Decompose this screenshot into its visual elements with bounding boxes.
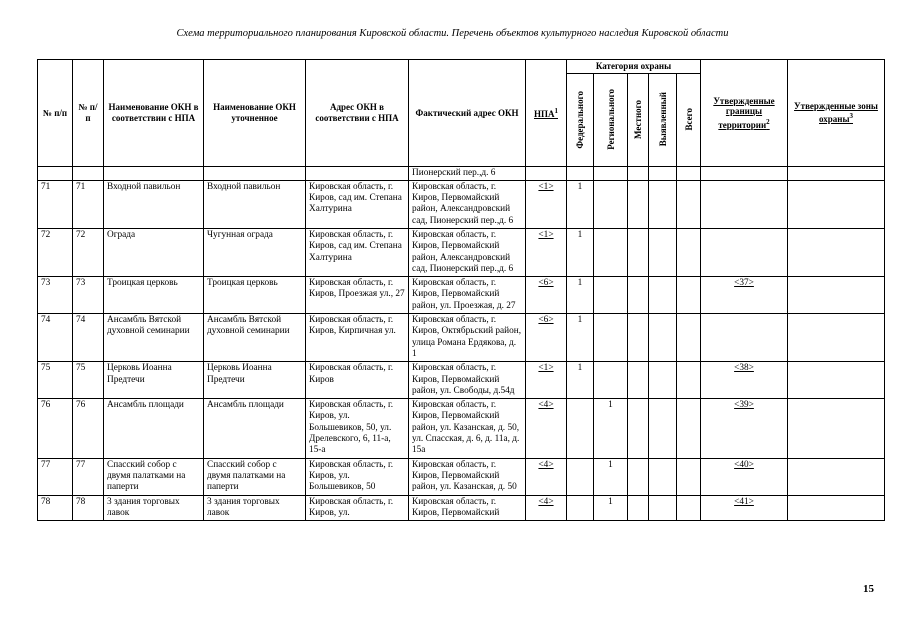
cell-identified <box>649 399 677 458</box>
cell-identified <box>649 314 677 362</box>
cell-name-refined: 3 здания торговых лавок <box>204 495 306 521</box>
table-row <box>38 495 885 521</box>
cell-name: Ансамбль Вятской духовной семинарии <box>104 314 204 362</box>
cell-borders-link[interactable] <box>701 314 788 362</box>
header-address-actual: Фактический адрес ОКН <box>409 60 526 167</box>
cell-federal: 1 <box>567 228 594 276</box>
cell-local <box>628 362 649 399</box>
cell-regional: 1 <box>594 399 628 458</box>
cell-zones-link[interactable] <box>788 277 885 314</box>
cell-zones-link[interactable] <box>788 495 885 521</box>
cell-federal: 1 <box>567 277 594 314</box>
cell-num1: 77 <box>38 458 73 495</box>
cell-local <box>628 495 649 521</box>
cell-num1: 75 <box>38 362 73 399</box>
cell-total <box>677 495 701 521</box>
cell-npa-link[interactable]: <6> <box>526 314 567 362</box>
cell-num1: 74 <box>38 314 73 362</box>
cell-federal <box>567 458 594 495</box>
table-row <box>38 228 885 276</box>
table-row <box>38 277 885 314</box>
cell-federal <box>567 399 594 458</box>
cell-actual-address: Кировская область, г. Киров, Первомайский район, Александровский сад, Пионерский пер.,д. 6 <box>409 180 526 228</box>
cell-actual-address: Пионерский пер.,д. 6 <box>409 166 526 180</box>
cell-name-refined: Спасский собор с двумя палатками на паперти <box>204 458 306 495</box>
cell-num2: 76 <box>73 399 104 458</box>
cell-borders-link[interactable] <box>701 228 788 276</box>
cell-borders-link[interactable]: <41> <box>701 495 788 521</box>
cell-num2: 74 <box>73 314 104 362</box>
cell-federal <box>567 495 594 521</box>
cell-zones-link[interactable] <box>788 458 885 495</box>
cell-federal: 1 <box>567 180 594 228</box>
cell-identified <box>649 180 677 228</box>
cell-identified <box>649 458 677 495</box>
cell-name-refined: Ансамбль площади <box>204 399 306 458</box>
cell-regional: 1 <box>594 458 628 495</box>
cell-npa-link[interactable]: <4> <box>526 458 567 495</box>
cell-local <box>628 399 649 458</box>
cell-name: Ограда <box>104 228 204 276</box>
cell-local <box>628 180 649 228</box>
cell-actual-address: Кировская область, г. Киров, Первомайский район, ул. Проезжая, д. 27 <box>409 277 526 314</box>
cell-local <box>628 228 649 276</box>
cell-identified <box>649 495 677 521</box>
cell-num2: 75 <box>73 362 104 399</box>
cell-num1: 72 <box>38 228 73 276</box>
cell-address: Кировская область, г. Киров, ул. <box>306 495 409 521</box>
header-identified: Выявленный <box>649 73 677 166</box>
header-category: Категория охраны <box>567 60 701 74</box>
cell-zones-link[interactable] <box>788 399 885 458</box>
cell-actual-address: Кировская область, г. Киров, Первомайский район, ул. Казанская, д. 50, ул. Спасская, д. 6, д. 11а, д. 15а <box>409 399 526 458</box>
page-number: 15 <box>863 583 874 595</box>
cell-name: Входной павильон <box>104 180 204 228</box>
cell-address: Кировская область, г. Киров, ул. Большевиков, 50 <box>306 458 409 495</box>
cell-actual-address: Кировская область, г. Киров, Первомайский <box>409 495 526 521</box>
cell-actual-address: Кировская область, г. Киров, Первомайский район, Александровский сад, Пионерский пер.,д. 6 <box>409 228 526 276</box>
cell-name-refined: Троицкая церковь <box>204 277 306 314</box>
cell-total <box>677 458 701 495</box>
cell-borders-link[interactable]: <38> <box>701 362 788 399</box>
cell-zones-link[interactable] <box>788 362 885 399</box>
header-total: Всего <box>677 73 701 166</box>
cell-npa-link[interactable]: <6> <box>526 277 567 314</box>
cell-npa-link[interactable]: <4> <box>526 399 567 458</box>
cell-npa-link[interactable]: <1> <box>526 362 567 399</box>
cell-regional <box>594 314 628 362</box>
cell-num2: 73 <box>73 277 104 314</box>
cell-name-refined: Чугунная ограда <box>204 228 306 276</box>
cell-name: Ансамбль площади <box>104 399 204 458</box>
cell-actual-address: Кировская область, г. Киров, Первомайский район, ул. Свободы, д.54д <box>409 362 526 399</box>
header-address-npa: Адрес ОКН в соответствии с НПА <box>306 60 409 167</box>
cell-address: Кировская область, г. Киров, Проезжая ул., 27 <box>306 277 409 314</box>
cell-actual-address: Кировская область, г. Киров, Первомайский район, ул. Казанская, д. 50 <box>409 458 526 495</box>
document-title: Схема территориального планирования Кировской области. Перечень объектов культурного наследия Кировской области <box>176 28 729 39</box>
cell-regional: 1 <box>594 495 628 521</box>
header-npa: НПА$^1$ <box>526 60 567 167</box>
table-row <box>38 362 885 399</box>
header-approved-borders: Утвержденные границы территории$^2$ <box>701 60 788 167</box>
cell-num2: 71 <box>73 180 104 228</box>
cell-borders-link[interactable]: <40> <box>701 458 788 495</box>
table-row <box>38 458 885 495</box>
cell-address: Кировская область, г. Киров, сад им. Степана Халтурина <box>306 228 409 276</box>
cell-borders-link[interactable] <box>701 180 788 228</box>
cell-zones-link[interactable] <box>788 180 885 228</box>
cell-local <box>628 458 649 495</box>
cell-num1: 76 <box>38 399 73 458</box>
table-row-continuation <box>38 166 885 180</box>
table-row <box>38 180 885 228</box>
header-approved-zones: Утвержденные зоны охраны$^3$ <box>788 60 885 167</box>
cell-num1: 73 <box>38 277 73 314</box>
cell-num2: 77 <box>73 458 104 495</box>
cell-address: Кировская область, г. Киров <box>306 362 409 399</box>
cell-name: Церковь Иоанна Предтечи <box>104 362 204 399</box>
table-row <box>38 314 885 362</box>
cell-regional <box>594 277 628 314</box>
cell-borders-link[interactable]: <37> <box>701 277 788 314</box>
cell-local <box>628 314 649 362</box>
cell-num1: 78 <box>38 495 73 521</box>
cell-total <box>677 228 701 276</box>
cell-local <box>628 277 649 314</box>
header-regional: Регионального <box>594 73 628 166</box>
cell-name-refined: Церковь Иоанна Предтечи <box>204 362 306 399</box>
header-federal: Федерального <box>567 73 594 166</box>
cell-zones-link[interactable] <box>788 228 885 276</box>
header-name-npa: Наименование ОКН в соответствии с НПА <box>104 60 204 167</box>
header-num2: № п/п <box>73 60 104 167</box>
cell-address: Кировская область, г. Киров, ул. Большевиков, 50, ул. Дрелевского, 6, 11-а, 15-а <box>306 399 409 458</box>
cell-name: Троицкая церковь <box>104 277 204 314</box>
cell-regional <box>594 180 628 228</box>
cell-num2: 72 <box>73 228 104 276</box>
table-row <box>38 399 885 458</box>
cell-regional <box>594 228 628 276</box>
heritage-table <box>37 59 885 521</box>
cell-name-refined: Входной павильон <box>204 180 306 228</box>
cell-federal: 1 <box>567 314 594 362</box>
cell-regional <box>594 362 628 399</box>
cell-npa-link[interactable]: <4> <box>526 495 567 521</box>
cell-address: Кировская область, г. Киров, Кирпичная ул. <box>306 314 409 362</box>
cell-zones-link[interactable] <box>788 314 885 362</box>
cell-federal: 1 <box>567 362 594 399</box>
cell-name-refined: Ансамбль Вятской духовной семинарии <box>204 314 306 362</box>
cell-total <box>677 399 701 458</box>
cell-identified <box>649 228 677 276</box>
cell-identified <box>649 362 677 399</box>
cell-total <box>677 362 701 399</box>
cell-total <box>677 314 701 362</box>
cell-address: Кировская область, г. Киров, сад им. Степана Халтурина <box>306 180 409 228</box>
cell-npa-link[interactable]: <1> <box>526 228 567 276</box>
header-local: Местного <box>628 73 649 166</box>
cell-actual-address: Кировская область, г. Киров, Октябрьский район, улица Романа Ердякова, д. 1 <box>409 314 526 362</box>
cell-num2: 78 <box>73 495 104 521</box>
cell-name: Спасский собор с двумя палатками на паперти <box>104 458 204 495</box>
cell-total <box>677 180 701 228</box>
header-name-refined: Наименование ОКН уточненное <box>204 60 306 167</box>
cell-name: 3 здания торговых лавок <box>104 495 204 521</box>
cell-npa-link[interactable]: <1> <box>526 180 567 228</box>
cell-num1: 71 <box>38 180 73 228</box>
cell-identified <box>649 277 677 314</box>
cell-borders-link[interactable]: <39> <box>701 399 788 458</box>
cell-total <box>677 277 701 314</box>
header-num1: № п/п <box>38 60 73 167</box>
